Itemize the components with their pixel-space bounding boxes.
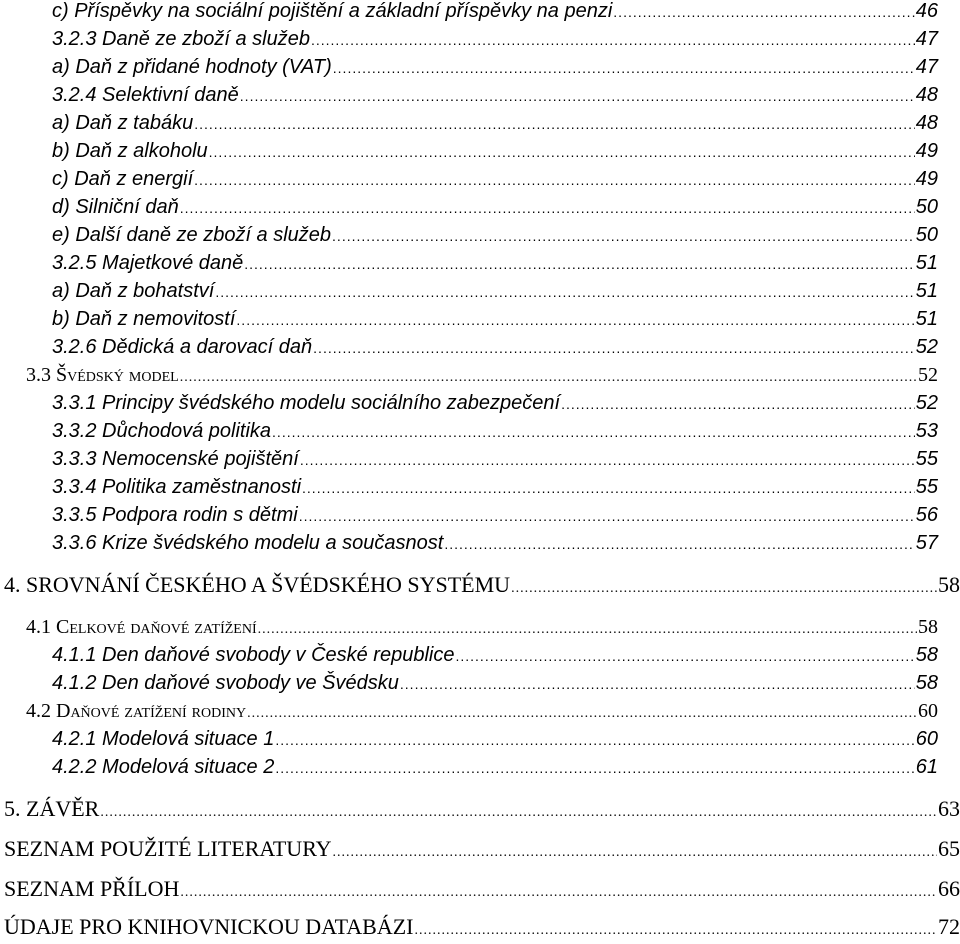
toc-entry-label: SEZNAM PŘÍLOH [4, 876, 180, 901]
dot-leader [332, 228, 915, 244]
toc-entry-page: 55 [915, 448, 938, 470]
toc-entry[interactable] [52, 112, 938, 135]
toc-entry-label: 3.3 Švédský model [26, 364, 179, 386]
toc-entry-page: 50 [915, 224, 938, 246]
dot-leader [275, 760, 914, 776]
toc-entry[interactable] [52, 448, 938, 471]
dot-leader [300, 452, 915, 468]
toc-entry-label: 3.3.1 Principy švédského modelu sociálního zabezpečení [52, 392, 561, 414]
toc-entry[interactable] [52, 56, 938, 79]
toc-entry[interactable] [52, 280, 938, 303]
toc-entry-label: 4.2.2 Modelová situace 2 [52, 756, 275, 778]
toc-entry-page: 47 [915, 56, 938, 78]
dot-leader [275, 732, 914, 748]
toc-entry[interactable] [52, 644, 938, 667]
dot-leader [244, 256, 915, 272]
toc-entry-label: b) Daň z alkoholu [52, 140, 208, 162]
toc-entry[interactable] [52, 476, 938, 499]
dot-leader [299, 508, 915, 524]
toc-entry-page: 50 [915, 196, 938, 218]
toc-entry-page: 47 [915, 28, 938, 50]
toc-entry[interactable] [26, 364, 938, 387]
toc-entry[interactable] [4, 876, 960, 902]
toc-entry-page: 48 [915, 112, 938, 134]
toc-entry-page: 57 [915, 532, 938, 554]
dot-leader [613, 4, 914, 20]
toc-entry-page: 51 [915, 280, 938, 302]
dot-leader [561, 396, 915, 412]
toc-entry-page: 65 [938, 836, 960, 861]
toc-entry[interactable] [4, 836, 960, 862]
toc-entry-page: 52 [915, 336, 938, 358]
toc-entry-label: 3.2.4 Selektivní daně [52, 84, 239, 106]
dot-leader [194, 116, 915, 132]
toc-entry-label: c) Příspěvky na sociální pojištění a základní příspěvky na penzi [52, 0, 613, 22]
toc-entry-label: b) Daň z nemovitostí [52, 308, 236, 330]
toc-entry-label: 3.3.5 Podpora rodin s dětmi [52, 504, 298, 526]
toc-entry[interactable] [52, 420, 938, 443]
dot-leader [180, 885, 937, 901]
dot-leader [215, 284, 914, 300]
toc-entry-label: e) Další daně ze zboží a služeb [52, 224, 332, 246]
toc-entry[interactable] [52, 504, 938, 527]
toc-entry[interactable] [4, 914, 960, 940]
toc-entry-page: 58 [938, 572, 960, 597]
toc-entry[interactable] [52, 336, 938, 359]
toc-entry-label: a) Daň z bohatství [52, 280, 215, 302]
toc-entry-page: 51 [915, 252, 938, 274]
dot-leader [455, 648, 914, 664]
toc-entry-label: ÚDAJE PRO KNIHOVNICKOU DATABÁZI [4, 914, 414, 939]
dot-leader [511, 581, 937, 597]
toc-entry-page: 52 [915, 392, 938, 414]
dot-leader [272, 424, 915, 440]
toc-entry-label: 3.3.2 Důchodová politika [52, 420, 272, 442]
dot-leader [247, 706, 917, 722]
toc-entry-label: 4.2.1 Modelová situace 1 [52, 728, 275, 750]
toc-entry[interactable] [52, 196, 938, 219]
toc-entry[interactable] [52, 728, 938, 751]
toc-entry[interactable] [52, 392, 938, 415]
toc-entry[interactable] [52, 672, 938, 695]
toc-entry-label: d) Silniční daň [52, 196, 179, 218]
toc-entry-page: 48 [915, 84, 938, 106]
dot-leader [180, 370, 917, 386]
dot-leader [209, 144, 915, 160]
toc-entry-label: a) Daň z přidané hodnoty (VAT) [52, 56, 332, 78]
toc-entry-label: 3.2.3 Daně ze zboží a služeb [52, 28, 310, 50]
toc-entry-label: 4.1 Celkové daňové zatížení [26, 616, 257, 638]
toc-entry[interactable] [52, 140, 938, 163]
dot-leader [333, 60, 915, 76]
dot-leader [415, 923, 937, 939]
toc-entry[interactable] [4, 572, 960, 598]
toc-entry-label: 3.2.6 Dědická a darovací daň [52, 336, 313, 358]
toc-entry-label: 3.3.3 Nemocenské pojištění [52, 448, 299, 470]
dot-leader [258, 622, 917, 638]
toc-entry-page: 55 [915, 476, 938, 498]
toc-entry-page: 60 [915, 728, 938, 750]
dot-leader [333, 845, 937, 861]
toc-entry-label: 5. ZÁVĚR [4, 796, 100, 821]
toc-entry-label: c) Daň z energií [52, 168, 194, 190]
dot-leader [313, 340, 915, 356]
toc-entry[interactable] [26, 616, 938, 639]
toc-entry-page: 49 [915, 140, 938, 162]
toc-entry-page: 51 [915, 308, 938, 330]
toc-entry[interactable] [52, 756, 938, 779]
toc-entry-label: 4.1.2 Den daňové svobody ve Švédsku [52, 672, 399, 694]
toc-entry-page: 56 [915, 504, 938, 526]
toc-entry[interactable] [52, 252, 938, 275]
toc-entry-label: 4. SROVNÁNÍ ČESKÉHO A ŠVÉDSKÉHO SYSTÉMU [4, 572, 511, 597]
toc-entry[interactable] [52, 224, 938, 247]
toc-entry-page: 58 [915, 644, 938, 666]
toc-entry-page: 58 [915, 672, 938, 694]
toc-entry[interactable] [26, 700, 938, 723]
toc-entry-page: 53 [915, 420, 938, 442]
dot-leader [444, 536, 914, 552]
toc-entry-label: a) Daň z tabáku [52, 112, 194, 134]
dot-leader [240, 88, 915, 104]
toc-entry-page: 72 [938, 914, 960, 939]
toc-entry-page: 52 [918, 364, 938, 386]
toc-entry-page: 66 [938, 876, 960, 901]
dot-leader [311, 32, 915, 48]
toc-entry[interactable] [52, 0, 938, 23]
dot-leader [302, 480, 915, 496]
toc-entry[interactable] [52, 28, 938, 51]
dot-leader [236, 312, 914, 328]
toc-entry-page: 63 [938, 796, 960, 821]
toc-entry-label: 4.2 Daňové zatížení rodiny [26, 700, 247, 722]
toc-entry[interactable] [52, 84, 938, 107]
toc-entry-label: 4.1.1 Den daňové svobody v České republice [52, 644, 455, 666]
toc-entry-page: 60 [918, 700, 938, 722]
toc-entry-label: 3.3.6 Krize švédského modelu a současnost [52, 532, 444, 554]
dot-leader [400, 676, 915, 692]
toc-entry-page: 46 [915, 0, 938, 22]
toc-entry[interactable] [52, 532, 938, 555]
toc-entry[interactable] [52, 168, 938, 191]
toc-entry[interactable] [52, 308, 938, 331]
dot-leader [194, 172, 915, 188]
toc-entry-page: 61 [915, 756, 938, 778]
dot-leader [100, 805, 937, 821]
toc-entry-label: SEZNAM POUŽITÉ LITERATURY [4, 836, 332, 861]
toc-entry[interactable] [4, 796, 960, 822]
toc-entry-page: 58 [918, 616, 938, 638]
toc-entry-label: 3.3.4 Politika zaměstnanosti [52, 476, 302, 498]
toc-entry-label: 3.2.5 Majetkové daně [52, 252, 244, 274]
toc-entry-page: 49 [915, 168, 938, 190]
dot-leader [180, 200, 915, 216]
